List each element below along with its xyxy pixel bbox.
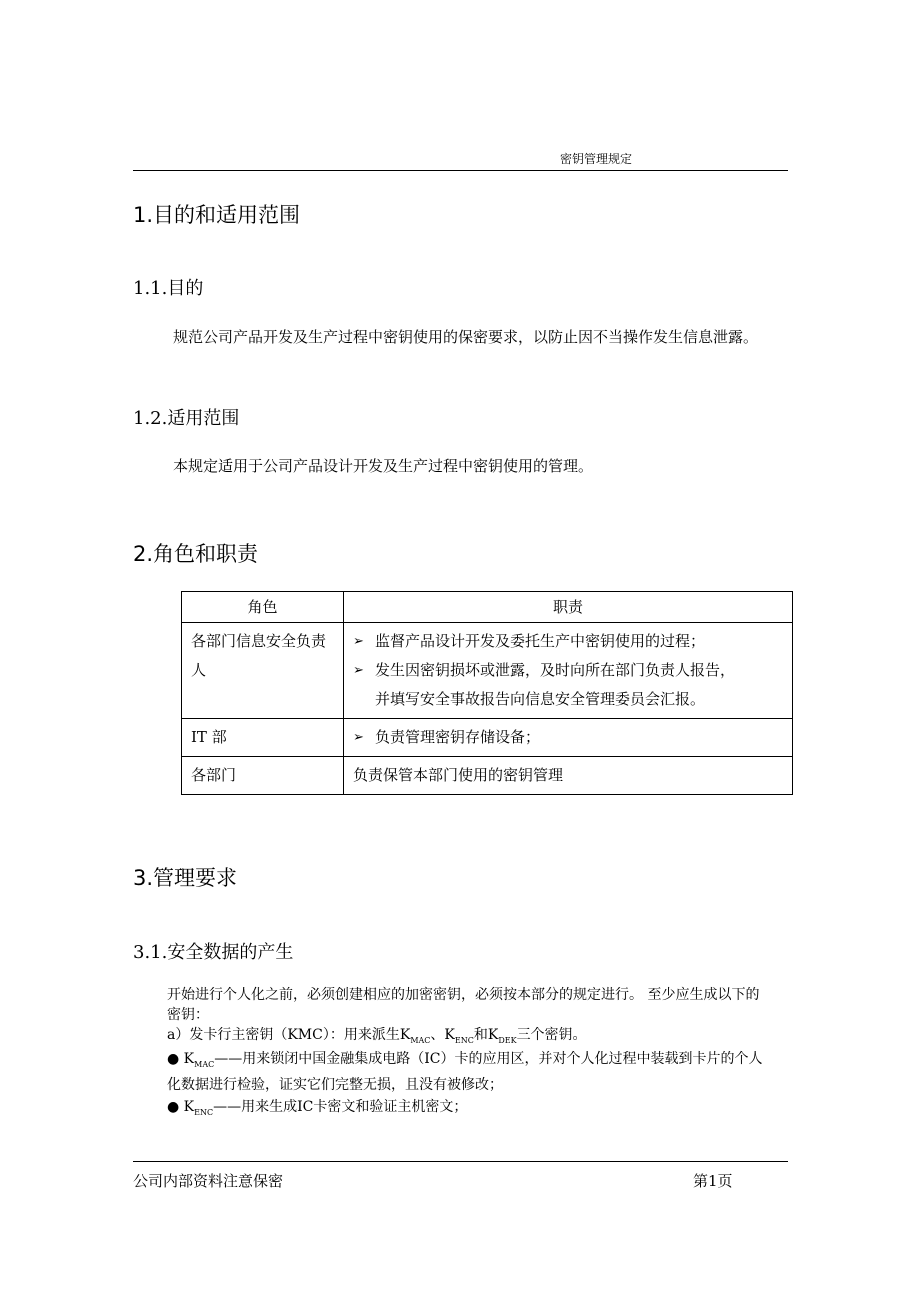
section-1-1-text: 规范公司产品开发及生产过程中密钥使用的保密要求，以防止因不当操作发生信息泄露。 (173, 328, 759, 346)
table-row (182, 623, 793, 719)
header-role: 角色 (182, 592, 344, 623)
duty-text: 发生因密钥损坏或泄露，及时向所在部门负责人报告，并填写安全事故报告向信息安全管理委员会汇报。 (375, 661, 736, 708)
item-a-prefix: a）发卡行主密钥（KMC）：用来派生 (167, 1027, 400, 1043)
key-kdek-sub: DEK (498, 1035, 517, 1045)
header-duties: 职责 (344, 592, 793, 623)
arrow-bullet-icon: ➢ (353, 634, 364, 649)
duty-text: 负责管理密钥存储设备； (375, 728, 541, 746)
key-kenc-sub: ENC (194, 1107, 214, 1117)
duty-text: 监督产品设计开发及委托生产中密钥使用的过程； (375, 632, 706, 650)
bullet-kenc-text: ——用来生成IC卡密文和验证主机密文； (213, 1099, 468, 1115)
table-row (182, 757, 793, 795)
duty-item (353, 723, 783, 752)
arrow-bullet-icon: ➢ (353, 730, 364, 745)
role-cell: 各部门 (182, 757, 344, 795)
bullet-kmac (167, 1049, 767, 1095)
section-2-title: 2.角色和职责 (133, 542, 259, 566)
dot-bullet-icon: ● (167, 1051, 180, 1067)
key-kdek: K (487, 1027, 499, 1043)
duty-item (353, 656, 783, 714)
item-a-suffix: 三个密钥。 (516, 1027, 587, 1043)
page-number: 第1页 (693, 1172, 733, 1190)
key-kmac: K (399, 1027, 411, 1043)
duties-cell (344, 623, 793, 719)
separator: 和 (473, 1027, 488, 1043)
dot-bullet-icon: ● (167, 1099, 180, 1115)
duties-cell: 负责保管本部门使用的密钥管理 (344, 757, 793, 795)
footer-divider (133, 1161, 788, 1162)
key-kmac-sub: MAC (410, 1035, 431, 1045)
key-kenc: K (183, 1099, 195, 1115)
section-3-title: 3.管理要求 (133, 866, 238, 890)
role-cell: 各部门信息安全负责人 (182, 623, 344, 719)
footer-confidential-note: 公司内部资料注意保密 (133, 1172, 284, 1190)
section-1-1-title: 1.1.目的 (133, 278, 204, 299)
key-kenc: K (444, 1027, 455, 1043)
item-a (167, 1025, 767, 1051)
bullet-kenc (167, 1097, 767, 1123)
key-kmac-sub: MAC (194, 1059, 215, 1069)
section-1-title: 1.目的和适用范围 (133, 203, 301, 227)
arrow-bullet-icon: ➢ (353, 663, 364, 678)
duties-cell (344, 719, 793, 757)
section-3-1-title: 3.1.安全数据的产生 (133, 942, 294, 963)
key-kmac: K (183, 1051, 195, 1067)
table-row (182, 719, 793, 757)
duty-item (353, 627, 783, 656)
header-title: 密钥管理规定 (560, 152, 633, 166)
roles-table (181, 591, 793, 795)
key-kenc-sub: ENC (454, 1035, 474, 1045)
section-1-2-text: 本规定适用于公司产品设计开发及生产过程中密钥使用的管理。 (173, 457, 594, 475)
section-1-2-title: 1.2.适用范围 (133, 408, 240, 429)
bullet-kmac-text: ——用来锁闭中国金融集成电路（IC）卡的应用区，并对个人化过程中装载到卡片的个人化数据进行检验，证实它们完整无损，且没有被修改； (167, 1051, 763, 1093)
section-3-1-intro: 开始进行个人化之前，必须创建相应的加密密钥，必须按本部分的规定进行。 至少应生成以下的密钥： (167, 987, 760, 1023)
role-cell: IT 部 (182, 719, 344, 757)
header-divider (133, 170, 788, 171)
separator: 、 (430, 1027, 445, 1043)
table-header-row (182, 592, 793, 623)
